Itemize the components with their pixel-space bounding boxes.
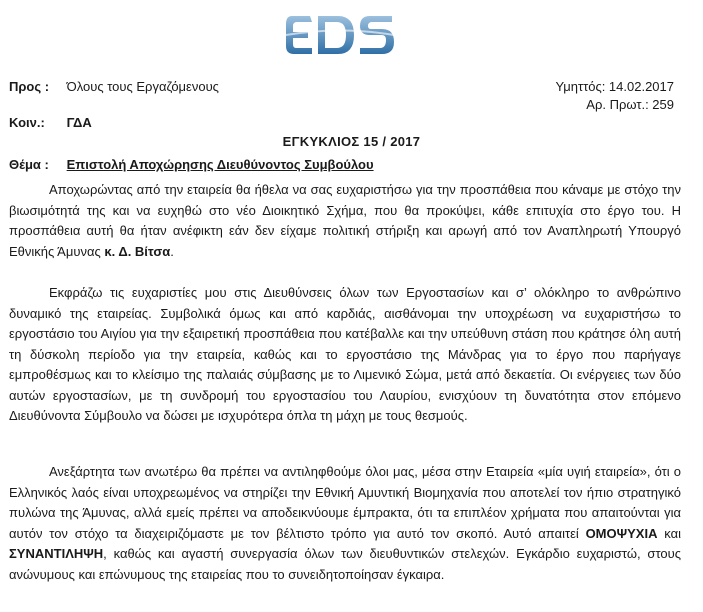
subject-row bbox=[9, 157, 374, 173]
emphasis-unity: ΟΜΟΨΥΧΙΑ bbox=[585, 525, 658, 541]
protocol-number: Αρ. Πρωτ.: 259 bbox=[586, 97, 674, 112]
paragraph-2-text: Εκφράζω τις ευχαριστίες μου στις Διευθύνσεις όλων των Εργοστασίων και σ’ ολόκληρο το ανθρώπινο δυναμικό της εταιρείας. Συμβολικά όμως και από καρδιάς, αισθάνομαι την υποχρέωση να ευχαριστήσω το εργοστάσιο του Αιγίου για την εξαιρετική προσπάθεια που κατέβαλλε και την υπεύθυνη στάση που κράτησε όλη αυτή τη δύσκολη περίοδο για την εταιρεία, καθώς και το εργοστάσιο της Μάνδρας για το έργο που παρήγαγε εμπροθέσμως και το κλείσιμο της παλαιάς σύμβασης με το Λιμενικό Σώμα, μετά από δεκαετία. Οι ενέργειες των δύο αυτών εργοστασίων, με τη συνδρομή του εργοστασίου του Λαυρίου, ενισχύουν τη δυνατότητα στον επόμενο Διευθύνοντα Σύμβουλο να δώσει με ισχυρότερα όπλα τη μάχη με τους θεσμούς. bbox=[9, 285, 681, 423]
minister-name: κ. Δ. Βίτσα bbox=[104, 243, 171, 259]
company-logo bbox=[284, 10, 396, 60]
paragraph-2 bbox=[9, 283, 681, 427]
date: Υμηττός: 14.02.2017 bbox=[555, 79, 674, 94]
emphasis-consensus: ΣΥΝΑΝΤΙΛΗΨΗ bbox=[9, 546, 104, 561]
to-value: Όλους τους Εργαζόμενους bbox=[66, 79, 219, 94]
paragraph-1: Αποχωρώντας από την εταιρεία θα ήθελα να σας ευχαριστήσω για την προσπάθεια που κάναμε με στόχο την βιωσιμότητά της και να ευχηθώ στο νέο Διοικητικό Σχήμα, που θα προκύψει, κάθε επιτυχία στο έργο του. Η προσπάθεια αυτή θα ήταν ανέφικτη εάν δεν είχαμε πολιτική στήριξη και αρωγή από τον Αναπληρωτή Υπουργό Εθνικής Άμυνας κ. Δ. Βίτσα. bbox=[9, 182, 681, 259]
subject-label: Θέμα : bbox=[9, 157, 49, 172]
paragraph-3: Ανεξάρτητα των ανωτέρω θα πρέπει να αντιληφθούμε όλοι μας, μέσα στην Εταιρεία «μία υγιή εταιρεία», ότι ο Ελληνικός λαός είναι υποχρεωμένος να στηρίζει την Εθνική Αμυντική Βιομηχανία που αποτελεί τον ήπιο στρατηγικό πυλώνα της Άμυνας, αλλά εμείς πρέπει να αποδεικνύουμε έμπρακτα, ότι τα επιπλέον χρήματα που απαιτούνται για αυτόν τον στόχο τα διαχειριζόμαστε με τον βέλτιστο τρόπο για αυτό τον σκοπό. Αυτό απαιτεί ΟΜΟΨΥΧΙΑ και ΣΥΝΑΝΤΙΛΗΨΗ, καθώς και αγαστή συνεργασία όλων των διευθυντικών στελεχών. Εγκάρδιο ευχαριστώ, στους ανώνυμους και επώνυμους της εταιρείας που το συνειδητοποίησαν έγκαιρα. bbox=[9, 464, 681, 582]
to-label: Προς : bbox=[9, 79, 50, 94]
circular-title: ΕΓΚΥΚΛΙΟΣ 15 / 2017 bbox=[282, 134, 421, 149]
cc-value: ΓΔΑ bbox=[66, 115, 92, 130]
subject-text: Επιστολή Αποχώρησης Διευθύνοντος Συμβούλου bbox=[66, 157, 374, 172]
paragraph-1-text: Αποχωρώντας από την εταιρεία θα ήθελα να σας ευχαριστήσω για την προσπάθεια που κάναμε με στόχο την βιωσιμότητά της και να ευχηθώ στο νέο Διοικητικό Σχήμα, που θα προκύψει, κάθε επιτυχία στο έργο του. Η προσπάθεια αυτή θα ήταν ανέφικτη εάν δεν είχαμε πολιτική στήριξη και αρωγή από τον Αναπληρωτή Υπουργό Εθνικής Άμυνας bbox=[9, 182, 681, 259]
cc-row bbox=[9, 115, 92, 131]
paragraph-3-text: Ανεξάρτητα των ανωτέρω θα πρέπει να αντιληφθούμε όλοι μας, μέσα στην Εταιρεία «μία υγιή εταιρεία», ότι ο Ελληνικός λαός είναι υποχρεωμένος να στηρίζει την Εθνική Αμυντική Βιομηχανία που αποτελεί τον ήπιο στρατηγικό πυλώνα της Άμυνας, αλλά εμείς πρέπει να αποδεικνύουμε έμπρακτα, ότι τα επιπλέον χρήματα που απαιτούνται για αυτόν τον στόχο τα διαχειριζόμαστε με τον βέλτιστο τρόπο για αυτό τον σκοπό. Αυτό απαιτεί bbox=[9, 464, 681, 541]
cc-label: Κοιν.: bbox=[9, 115, 45, 130]
logo-letter-d bbox=[318, 16, 354, 54]
recipient-row bbox=[9, 79, 219, 95]
